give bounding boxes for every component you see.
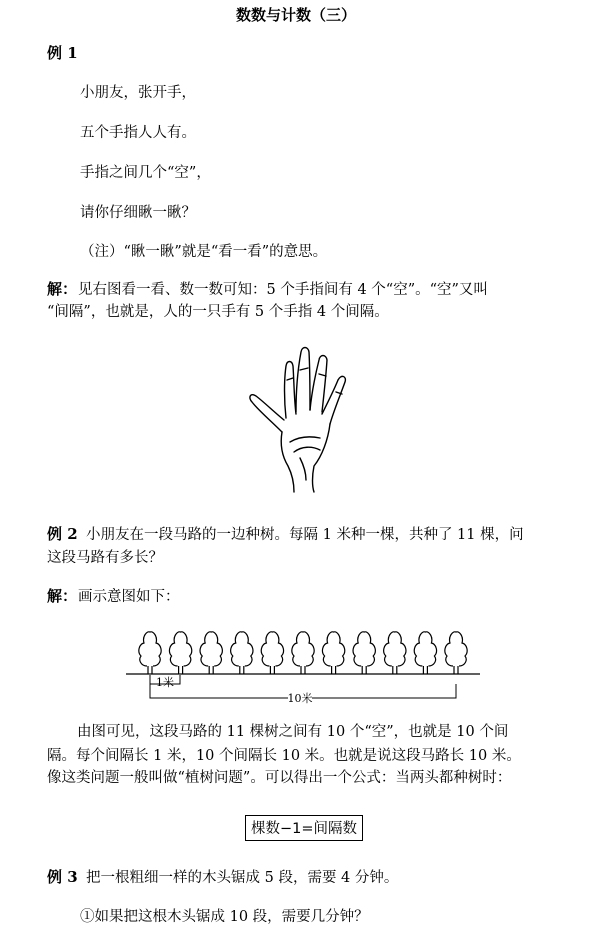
tree-icon: [414, 632, 436, 674]
example-2-label: 例 2: [47, 525, 78, 543]
poem-line: 五个手指人人有。: [80, 125, 196, 141]
tree-icon: [139, 632, 161, 674]
example-1-label: 例 1: [47, 44, 78, 62]
explanation-line: 由图可见，这段马路的 11 棵树之间有 10 个“空”，也就是 10 个间: [77, 724, 509, 740]
solution-1-label: 解：: [47, 280, 78, 298]
poem-line: 手指之间几个“空”，: [80, 165, 211, 181]
solution-2-text: 画示意图如下：: [78, 589, 180, 605]
total-bracket-right: [312, 684, 456, 698]
explanation-line: 隔。每个间隔长 1 米，10 个间隔长 10 米。也就是说这段马路长 10 米。: [47, 748, 521, 764]
tree-icon: [261, 632, 283, 674]
tree-icon: [353, 632, 375, 674]
poem-note: （注）“瞅一瞅”就是“看一看”的意思。: [80, 244, 328, 260]
example-2-question: 小朋友在一段马路的一边种树。每隔 1 米种一棵，共种了 11 棵，问: [86, 527, 524, 543]
solution-1-line: 见右图看一看、数一数可知：5 个手指间有 4 个“空”。“空”又叫: [78, 282, 488, 298]
solution-2-label: 解：: [47, 587, 78, 605]
tree-icon: [292, 632, 314, 674]
example-3-label: 例 3: [47, 868, 78, 886]
hand-illustration: [230, 340, 370, 500]
tree-icon: [322, 632, 344, 674]
example-3-question: 把一根粗细一样的木头锯成 5 段，需要 4 分钟。: [86, 870, 399, 886]
total-label: 10米: [287, 692, 313, 705]
explanation-line: 像这类问题一般叫做“植树问题”。可以得出一个公式：当两头都种树时：: [47, 770, 512, 786]
example-3-subquestion: ①如果把这根木头锯成 10 段，需要几分钟？: [80, 909, 369, 925]
tree-icon: [169, 632, 191, 674]
poem-line: 请你仔细瞅一瞅？: [80, 205, 196, 221]
solution-1-line: “间隔”，也就是，人的一只手有 5 个手指 4 个间隔。: [47, 304, 389, 320]
tree-icon: [445, 632, 467, 674]
example-2-question: 这段马路有多长？: [47, 550, 163, 566]
tree-icon: [231, 632, 253, 674]
formula-box: 棵数−1=间隔数: [245, 815, 363, 841]
unit-label: 1米: [156, 676, 174, 689]
poem-line: 小朋友，张开手，: [80, 85, 196, 101]
tree-icon: [200, 632, 222, 674]
tree-diagram: [120, 618, 490, 708]
tree-icon: [384, 632, 406, 674]
page-title: 数数与计数（三）: [235, 6, 356, 24]
